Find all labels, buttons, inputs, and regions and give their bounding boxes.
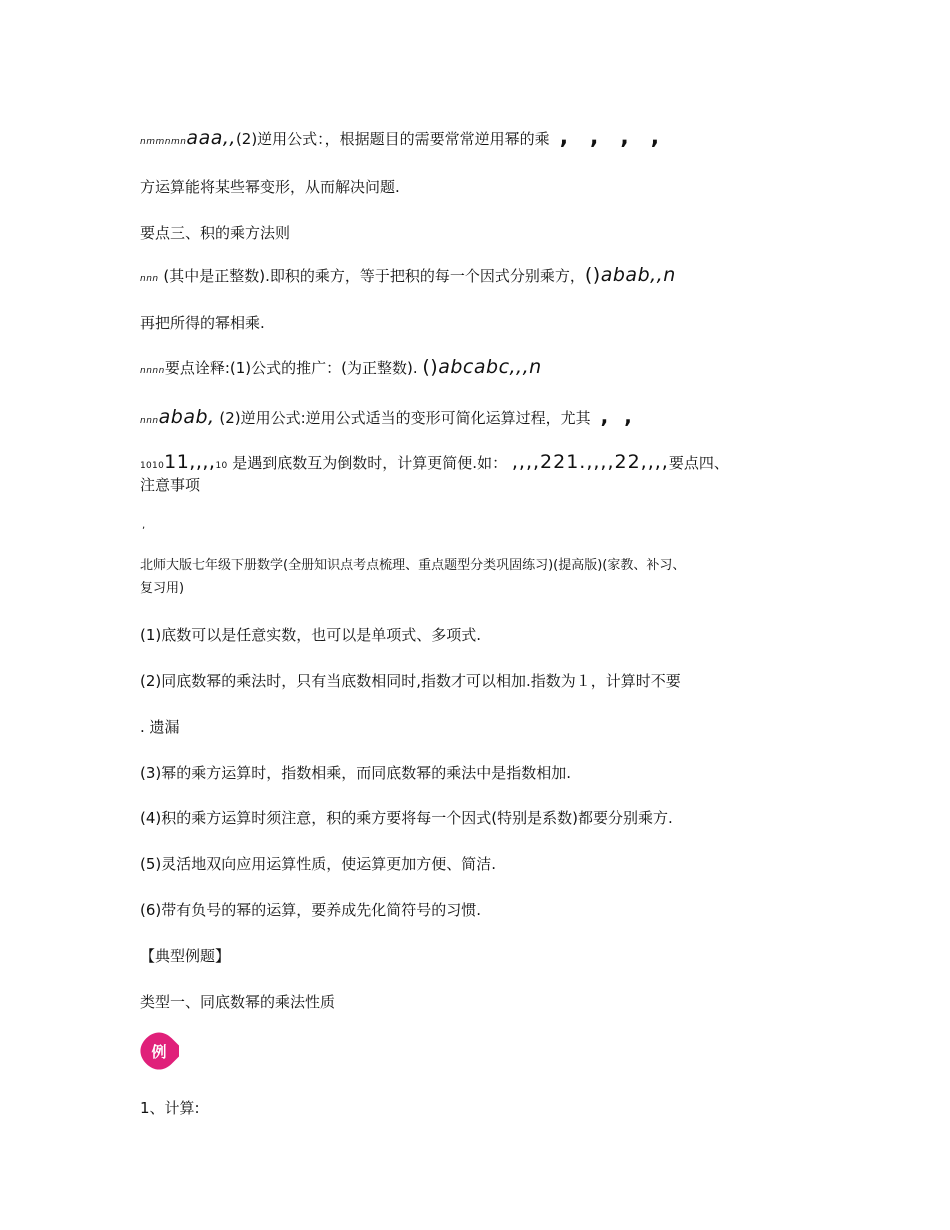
formula-math-2: ,,,,221.,,,,22,,,,	[511, 451, 669, 473]
section-heading-4: 注意事项	[140, 476, 201, 494]
formula-math: 11,,,,	[164, 451, 216, 473]
example-badge-icon	[139, 1031, 179, 1071]
formula-text: (其中是正整数).即积的乘方，等于把积的每一个因式分别乘方，	[163, 267, 585, 285]
section-heading-examples: 【典型例题】	[140, 947, 231, 965]
exponent-subscripts: nnn	[140, 416, 159, 426]
formula-text: 是遇到底数互为倒数时，计算更简便.如：	[232, 454, 508, 472]
note-item-6: (6)带有负号的幂的运算，要养成先化简符号的习惯.	[140, 901, 482, 919]
note-item-2: (2)同底数幂的乘法时，只有当底数相同时,指数才可以相加.指数为１，计算时不要	[140, 672, 681, 690]
document-title-line: 北师大版七年级下册数学(全册知识点考点梳理、重点题型分类巩固练习)(提高版)(家教、补习、	[140, 558, 686, 573]
exponent-subscripts: 1010	[140, 461, 165, 471]
formula-line-4	[140, 264, 676, 290]
note-item-1: (1)底数可以是任意实数，也可以是单项式、多项式.	[140, 626, 482, 644]
note-item-3: (3)幂的乘方运算时，指数相乘，而同底数幂的乘法中是指数相加.	[140, 764, 572, 782]
formula-text: (2)逆用公式：，根据题目的需要常常逆用幂的乘	[235, 130, 550, 148]
formula-text: 要点诠释:(1)公式的推广：(为正整数).	[164, 359, 418, 377]
formula-line-6	[140, 356, 542, 382]
example-badge-label: 例	[151, 1043, 167, 1061]
formula-line-1	[140, 127, 681, 153]
paragraph-line-5: 再把所得的幂相乘.	[140, 314, 265, 332]
paragraph-line-2: 方运算能将某些幂变形，从而解决问题.	[140, 178, 400, 196]
exponent-subscripts: nmmnmn	[140, 137, 187, 147]
formula-math: abab,	[158, 406, 215, 428]
note-item-5: (5)灵活地双向应用运算性质，使运算更加方便、简洁.	[140, 855, 497, 873]
exponent-subscripts: nnn	[140, 274, 159, 284]
document-title-line-2: 复习用)	[140, 581, 185, 596]
exponent-subscripts-2: 10	[215, 461, 228, 471]
formula-line-7	[140, 405, 648, 432]
example-1-prompt: 1、计算:	[140, 1099, 200, 1117]
formula-text-2: 要点四、	[668, 454, 729, 472]
note-item-4: (4)积的乘方运算时须注意，积的乘方要将每一个因式(特别是系数)都要分别乘方.	[140, 809, 673, 827]
example-badge-shape	[139, 1031, 179, 1071]
formula-commas: ,,,,	[559, 125, 682, 150]
formula-parens: ()	[584, 264, 601, 286]
formula-parens: ()	[422, 356, 439, 378]
stray-mark: ,	[142, 520, 146, 531]
formula-math: abab,,n	[600, 264, 676, 286]
formula-math: aaa,,	[186, 127, 236, 149]
formula-line-8	[140, 451, 729, 477]
note-item-2-continued: . 遗漏	[140, 718, 180, 736]
formula-commas: ,,	[600, 404, 648, 428]
section-heading-3: 要点三、积的乘方法则	[140, 224, 291, 242]
section-heading-type-1: 类型一、同底数幂的乘法性质	[140, 993, 336, 1011]
exponent-subscripts: nnnn	[140, 366, 165, 376]
formula-text: (2)逆用公式:逆用公式适当的变形可简化运算过程，尤其	[219, 409, 591, 427]
formula-math: abcabc,,,n	[438, 356, 542, 378]
